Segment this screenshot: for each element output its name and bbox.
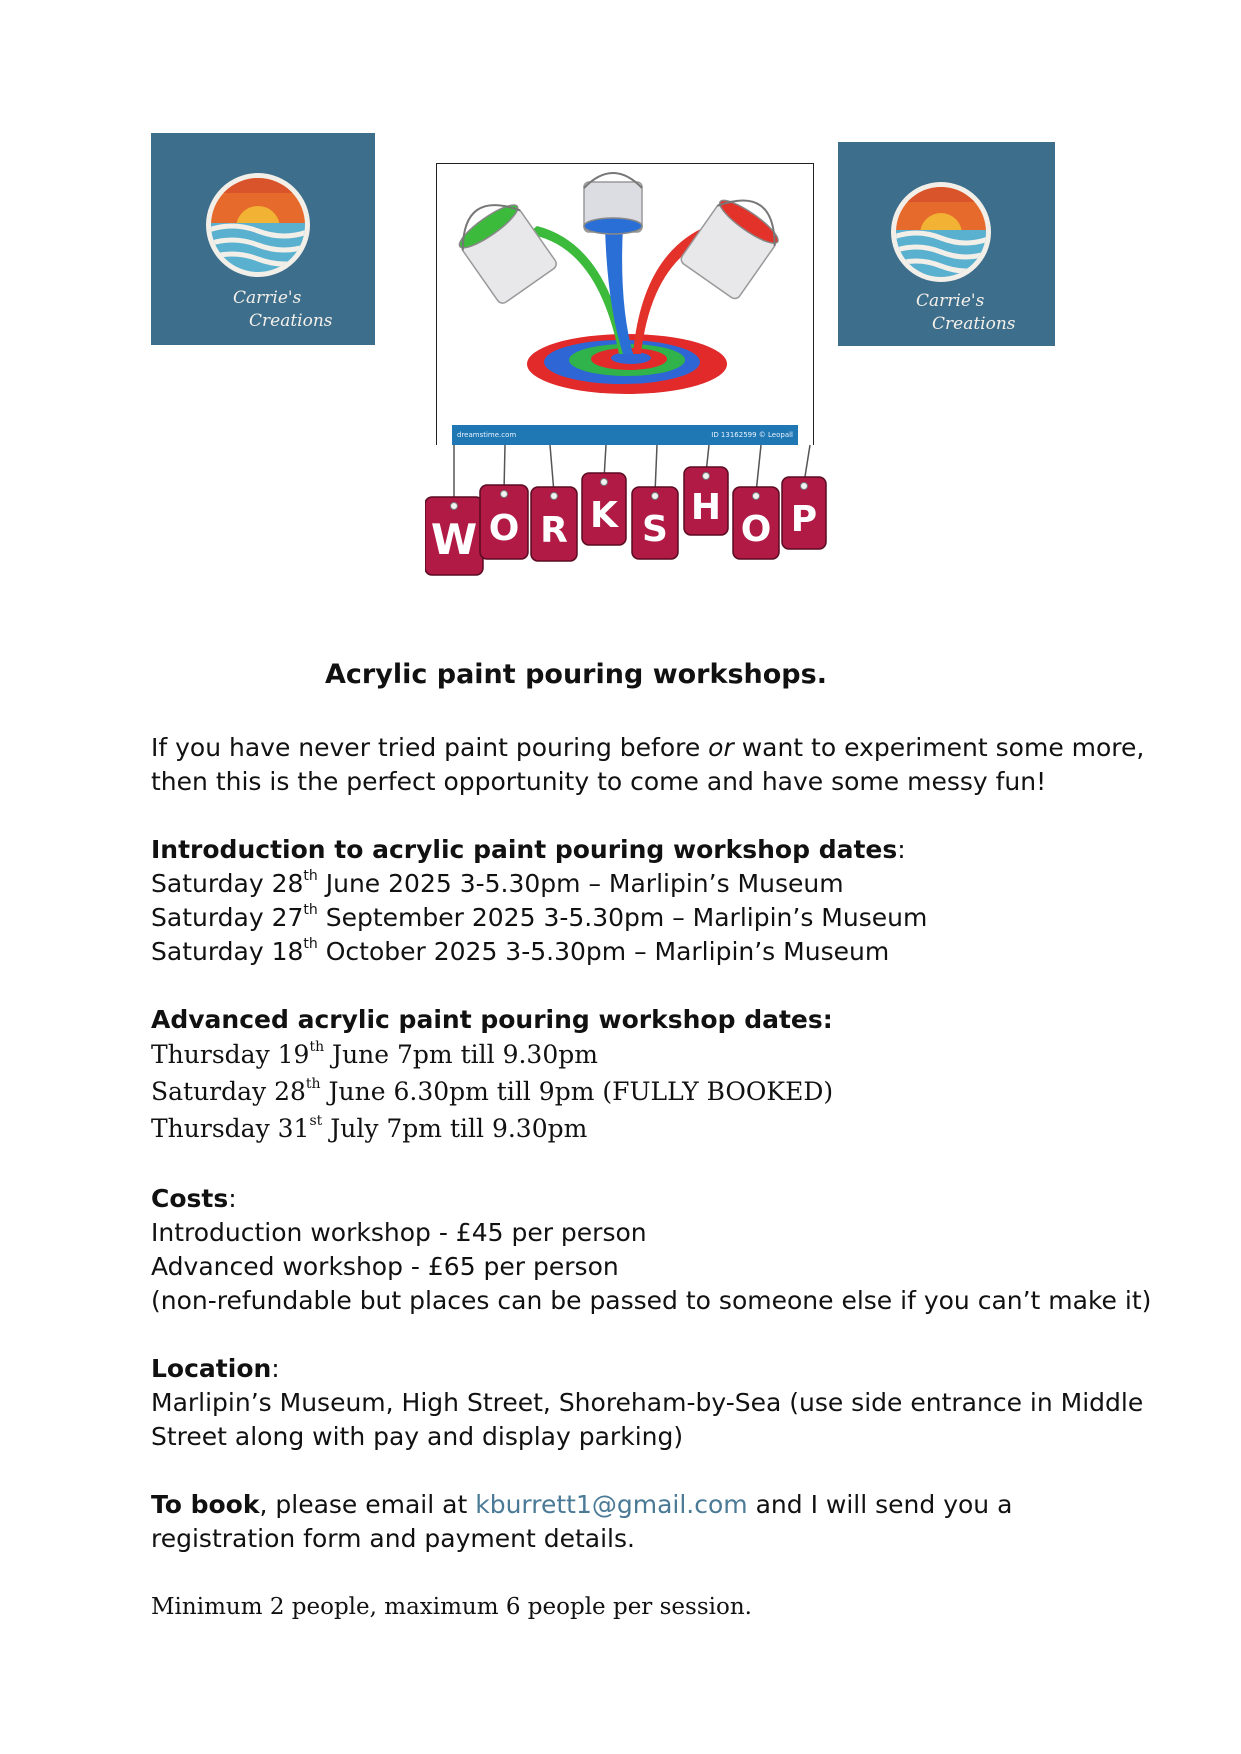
workshop-tag-7 — [733, 445, 779, 559]
workshop-letter: S — [642, 509, 668, 550]
costs-heading: Costs: — [151, 1184, 237, 1213]
workshop-tag-2 — [480, 445, 528, 559]
intro-date-3: Saturday 18th October 2025 3-5.30pm – Marlipin’s Museum — [151, 935, 890, 966]
workshop-tag-1 — [425, 445, 483, 575]
logo-line-2: Creations — [249, 311, 333, 331]
booking-line-1: To book, please email at kburrett1@gmail.com and I will send you a — [151, 1490, 1013, 1519]
workshop-tag-5 — [632, 445, 678, 559]
logo-text — [151, 287, 375, 333]
workshop-letter: H — [690, 487, 722, 528]
intro-date-2: Saturday 27th September 2025 3-5.30pm – Marlipin’s Museum — [151, 901, 928, 932]
workshop-letter: O — [740, 509, 772, 550]
intro-line-1: If you have never tried paint pouring before or want to experiment some more, — [151, 733, 1145, 762]
advanced-date-3: Thursday 31st July 7pm till 9.30pm — [151, 1112, 588, 1143]
email-link[interactable]: kburrett1@gmail.com — [475, 1490, 748, 1519]
watermark-left: dreamstime.com — [457, 431, 517, 439]
location-line-2: Street along with pay and display parking) — [151, 1422, 684, 1451]
workshop-tag-8 — [782, 445, 826, 549]
session-size-note: Minimum 2 people, maximum 6 people per session. — [151, 1594, 752, 1620]
carries-creations-logo-left — [151, 133, 375, 345]
paint-buckets-icon — [437, 164, 813, 426]
location-heading: Location: — [151, 1354, 280, 1383]
document-title: Acrylic paint pouring workshops. — [325, 659, 827, 690]
cost-advanced: Advanced workshop - £65 per person — [151, 1252, 619, 1281]
intro-date-1: Saturday 28th June 2025 3-5.30pm – Marlipin’s Museum — [151, 867, 844, 898]
advanced-date-1: Thursday 19th June 7pm till 9.30pm — [151, 1038, 598, 1069]
workshop-letter: P — [790, 499, 818, 540]
logo-text — [838, 290, 1055, 336]
workshop-tags-graphic — [425, 445, 845, 590]
advanced-date-2: Saturday 28th June 6.30pm till 9pm (FULLY BOOKED) — [151, 1075, 834, 1106]
workshop-tag-6 — [684, 445, 728, 535]
workshop-letter: O — [488, 508, 520, 549]
workshop-letter: R — [540, 510, 568, 551]
watermark-right: ID 13162599 © Leopall — [711, 431, 793, 439]
booking-line-2: registration form and payment details. — [151, 1524, 635, 1553]
paint-pouring-image — [436, 163, 814, 445]
intro-line-2: then this is the perfect opportunity to come and have some messy fun! — [151, 767, 1047, 796]
workshop-letter: K — [590, 495, 618, 536]
workshop-letter: W — [430, 515, 478, 564]
advanced-workshop-heading: Advanced acrylic paint pouring workshop dates: — [151, 1005, 833, 1034]
intro-workshop-heading: Introduction to acrylic paint pouring workshop dates: — [151, 835, 906, 864]
logo-line-1: Carrie's — [916, 291, 985, 311]
logo-line-2: Creations — [932, 314, 1016, 334]
workshop-tag-4 — [582, 445, 626, 545]
workshop-tag-3 — [531, 445, 577, 561]
cost-intro: Introduction workshop - £45 per person — [151, 1218, 647, 1247]
watermark-strip — [452, 425, 798, 445]
logo-line-1: Carrie's — [233, 288, 302, 308]
carries-creations-logo-right — [838, 142, 1055, 346]
location-line-1: Marlipin’s Museum, High Street, Shoreham-by-Sea (use side entrance in Middle — [151, 1388, 1144, 1417]
cost-refund-note: (non-refundable but places can be passed to someone else if you can’t make it) — [151, 1286, 1152, 1315]
